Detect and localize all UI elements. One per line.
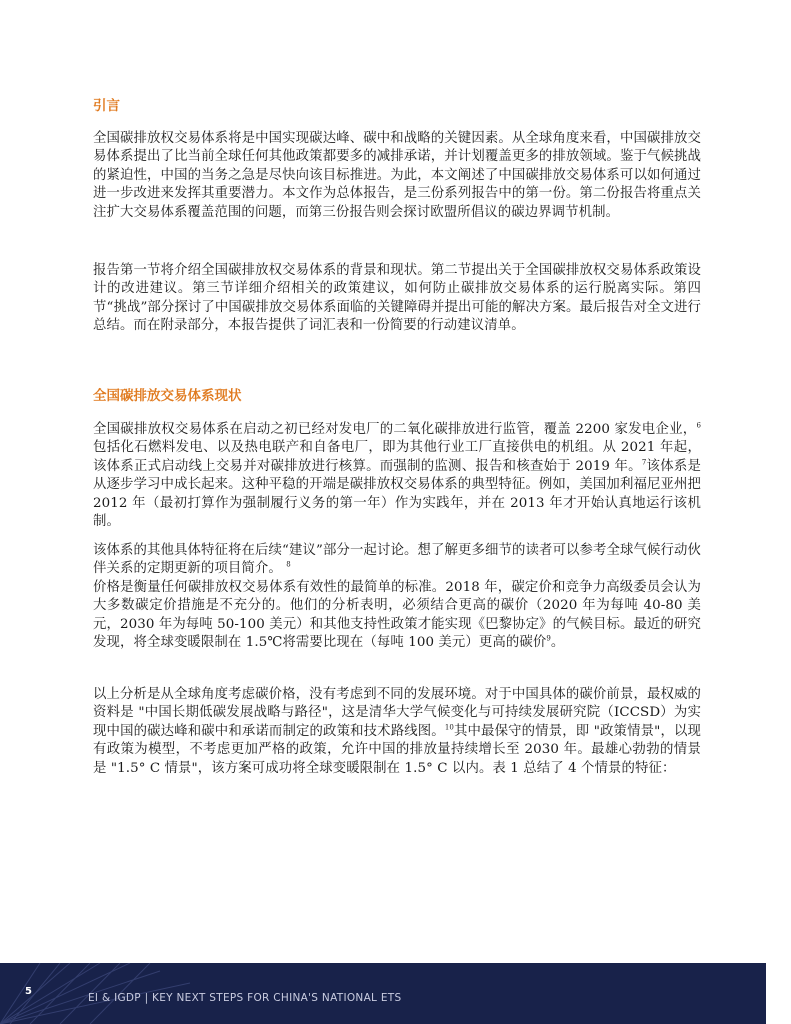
- status-p4-text-a: 以上分析是从全球角度考虑碳价格，没有考虑到不同的发展环境。对于中国具体的碳价前景，最权威的资料是 "中国长期低碳发展战略与路径"，这是清华大学气候变化与可持续发展研究院（ICCSD）为实现中国的碳达峰和碳中和承诺而制定的政策和技术路线图。: [93, 687, 701, 739]
- status-paragraph-4: [93, 686, 701, 778]
- section-heading-status: 全国碳排放交易体系现状: [93, 388, 242, 404]
- status-p2-text: 该体系的其他具体特征将在后续“建议”部分一起讨论。想了解更多细节的读者可以参考全球气候行动伙伴关系的定期更新的项目简介。: [93, 543, 701, 577]
- footnote-ref-10: 10: [444, 723, 454, 732]
- status-p3-text-b: 。: [550, 635, 565, 651]
- status-paragraph-3: [93, 579, 701, 653]
- status-paragraph-1: [93, 421, 701, 531]
- intro-paragraph-1: 全国碳排放权交易体系将是中国实现碳达峰、碳中和战略的关键因素。从全球角度来看，中国碳排放交易体系提出了比当前全球任何其他政策都要多的减排承诺，并计划覆盖更多的排放领域。鉴于气候挑战的紧迫性，中国的当务之急是尽快向该目标推进。为此，本文阐述了中国碳排放交易体系可以如何通过进一步改进来发挥其重要潜力。本文作为总体报告，是三份系列报告中的第一份。第二份报告将重点关注扩大交易体系覆盖范围的问题，而第三份报告则会探讨欧盟所倡议的碳边界调节机制。: [93, 131, 701, 220]
- status-p4-text-b: 其中最保守的情景，即 "政策情景"，以现有政策为模型，不考虑更加严格的政策，允许中国的排放量持续增长至 2030 年。最雄心勃勃的情景是 "1.5° C 情景"，该方案可成功将全球变暖限制在 1.5° C 以内。表 1 总结了 4 个情景的特征：: [93, 723, 701, 776]
- status-p1-text-a: 全国碳排放权交易体系在启动之初已经对发电厂的二氧化碳排放进行监管，覆盖 2200 家发电企业，: [93, 422, 697, 437]
- footnote-ref-8: 8: [286, 560, 291, 569]
- page-footer: [0, 963, 766, 1024]
- page-number: 5: [25, 986, 32, 997]
- footnote-ref-7: 7: [641, 458, 647, 467]
- status-p1-text-b: 包括化石燃料发电、以及热电联产和自备电厂，即为其他行业工厂直接供电的机组。从 2021 年起，该体系正式启动线上交易并对碳排放进行核算。而强制的监测、报告和核查始于 2019 年。: [93, 440, 701, 474]
- footnote-ref-9: 9: [546, 634, 551, 643]
- footer-running-title: EI & IGDP | KEY NEXT STEPS FOR CHINA'S NATIONAL ETS: [88, 992, 402, 1004]
- status-p1-text-c: 该体系是从逐步学习中成长起来。这种平稳的开端是碳排放权交易体系的典型特征。例如，美国加利福尼亚州把 2012 年（最初打算作为强制履行义务的第一年）作为实践年，并在 2013 年才开始认真地运行该机制。: [93, 458, 702, 530]
- footnote-ref-6: 6: [696, 421, 701, 430]
- intro-paragraph-2: 报告第一节将介绍全国碳排放权交易体系的背景和现状。第二节提出关于全国碳排放权交易体系政策设计的改进建议。第三节详细介绍相关的政策建议，如何防止碳排放交易体系的运行脱离实际。第四节“挑战”部分探讨了中国碳排放交易体系面临的关键障碍并提出可能的解决方案。最后报告对全文进行总结。而在附录部分，本报告提供了词汇表和一份简要的行动建议清单。: [93, 263, 701, 334]
- section-heading-intro: 引言: [93, 98, 120, 114]
- status-p3-text-a: 价格是衡量任何碳排放权交易体系有效性的最简单的标准。2018 年，碳定价和竞争力高级委员会认为大多数碳定价措施是不充分的。他们的分析表明，必须结合更高的碳价（2020 年为每吨 40-80 美元，2030 年为每吨 50-100 美元）和其他支持性政策才能实现《巴黎协定》的气候目标。最近的研究发现，将全球变暖限制在 1.5℃将需要比现在（每吨 100 美元）更高的碳价: [93, 580, 701, 651]
- status-paragraph-2: [93, 542, 701, 579]
